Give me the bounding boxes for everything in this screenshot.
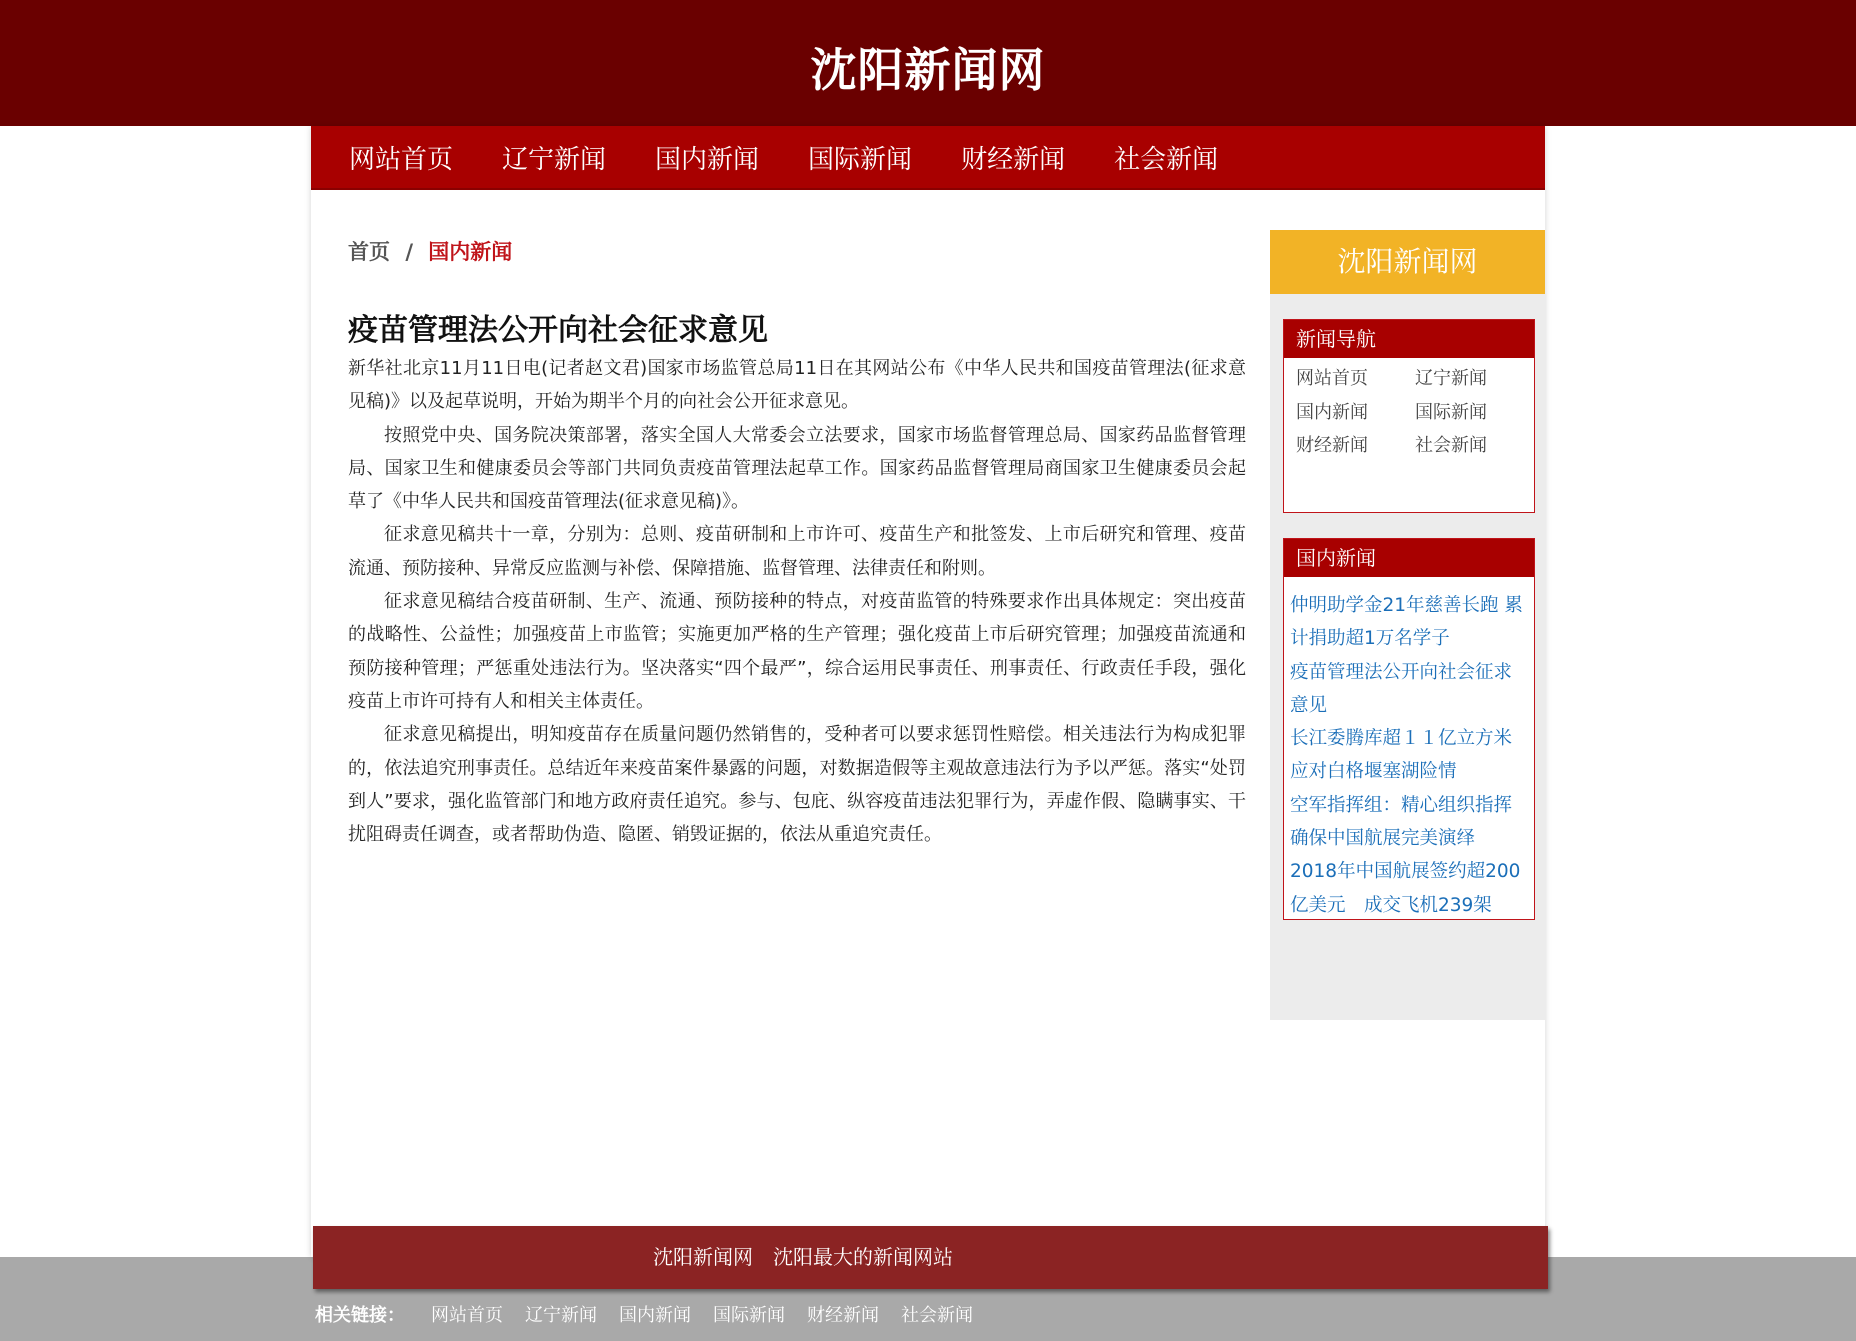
article-paragraph: 新华社北京11月11日电(记者赵文君)国家市场监管总局11日在其网站公布《中华人民共和国疫苗管理法(征求意见稿)》以及起草说明，开始为期半个月的向社会公开征求意见。	[348, 358, 1246, 413]
breadcrumb-separator: /	[405, 240, 413, 264]
footer-text	[653, 1226, 953, 1289]
article-title: 疫苗管理法公开向社会征求意见	[348, 313, 768, 348]
side-nav-international[interactable]: 国际新闻	[1415, 401, 1487, 423]
footer-site-name: 沈阳新闻网	[653, 1245, 753, 1269]
news-nav-title: 新闻导航	[1284, 320, 1534, 358]
related-links-label: 相关链接：	[315, 1305, 405, 1326]
news-link[interactable]: 空军指挥组：精心组织指挥确保中国航展完美演绎	[1290, 794, 1513, 850]
site-header	[0, 0, 1856, 126]
sidebar-header: 沈阳新闻网	[1270, 230, 1545, 294]
article-body	[348, 352, 1246, 851]
footer-slogan: 沈阳最大的新闻网站	[773, 1245, 953, 1269]
breadcrumb	[348, 236, 512, 266]
news-nav-box	[1283, 319, 1535, 513]
related-link-international[interactable]: 国际新闻	[713, 1305, 785, 1326]
related-link-home[interactable]: 网站首页	[431, 1305, 503, 1326]
page-container	[311, 126, 1545, 1257]
domestic-news-title: 国内新闻	[1284, 539, 1534, 577]
footer-bar	[313, 1226, 1548, 1289]
news-link[interactable]: 长江委腾库超１１亿立方米应对白格堰塞湖险情	[1290, 728, 1513, 783]
main-nav	[311, 126, 1545, 190]
article-paragraph: 征求意见稿结合疫苗研制、生产、流通、预防接种的特点，对疫苗监管的特殊要求作出具体规定：突出疫苗的战略性、公益性；加强疫苗上市监管；实施更加严格的生产管理；强化疫苗上市后研究管理；加强疫苗流通和预防接种管理；严惩重处违法行为。坚决落实“四个最严”，综合运用民事责任、刑事责任、行政责任手段，强化疫苗上市许可持有人和相关主体责任。	[348, 591, 1246, 712]
related-link-liaoning[interactable]: 辽宁新闻	[525, 1305, 597, 1326]
site-title: 沈阳新闻网	[810, 43, 1046, 97]
article-paragraph: 征求意见稿提出，明知疫苗存在质量问题仍然销售的，受种者可以要求惩罚性赔偿。相关违法行为构成犯罪的，依法追究刑事责任。总结近年来疫苗案件暴露的问题，对数据造假等主观故意违法行为予以严惩。落实“处罚到人”要求，强化监管部门和地方政府责任追究。参与、包庇、纵容疫苗违法犯罪行为，弄虚作假、隐瞒事实、干扰阻碍责任调查，或者帮助伪造、隐匿、销毁证据的，依法从重追究责任。	[348, 724, 1246, 846]
related-link-finance[interactable]: 财经新闻	[807, 1305, 879, 1326]
nav-item-international[interactable]: 国际新闻	[808, 144, 913, 175]
related-links	[315, 1301, 995, 1327]
nav-item-liaoning[interactable]: 辽宁新闻	[502, 144, 607, 175]
nav-item-home[interactable]: 网站首页	[349, 144, 454, 175]
side-nav-home[interactable]: 网站首页	[1296, 368, 1368, 389]
news-link[interactable]: 2018年中国航展签约超200亿美元 成交飞机239架	[1290, 861, 1521, 916]
article-paragraph: 征求意见稿共十一章，分别为：总则、疫苗研制和上市许可、疫苗生产和批签发、上市后研究和管理、疫苗流通、预防接种、异常反应监测与补偿、保障措施、监督管理、法律责任和附则。	[348, 524, 1246, 579]
breadcrumb-home-link[interactable]: 首页	[348, 240, 390, 264]
nav-item-domestic[interactable]: 国内新闻	[655, 144, 760, 175]
nav-item-society[interactable]: 社会新闻	[1114, 144, 1219, 175]
related-link-domestic[interactable]: 国内新闻	[619, 1305, 691, 1326]
news-link[interactable]: 仲明助学金21年慈善长跑 累计捐助超1万名学子	[1290, 595, 1523, 650]
news-link[interactable]: 疫苗管理法公开向社会征求意见	[1290, 661, 1513, 716]
sidebar	[1270, 230, 1545, 1020]
nav-item-finance[interactable]: 财经新闻	[961, 144, 1066, 175]
article-paragraph: 按照党中央、国务院决策部署，落实全国人大常委会立法要求，国家市场监督管理总局、国家药品监督管理局、国家卫生和健康委员会等部门共同负责疫苗管理法起草工作。国家药品监督管理局商国家卫生健康委员会起草了《中华人民共和国疫苗管理法(征求意见稿)》。	[348, 424, 1246, 513]
side-nav-finance[interactable]: 财经新闻	[1296, 435, 1368, 456]
side-nav-society[interactable]: 社会新闻	[1415, 435, 1487, 456]
breadcrumb-current[interactable]: 国内新闻	[428, 240, 513, 264]
news-list	[1284, 577, 1534, 922]
side-nav-domestic[interactable]: 国内新闻	[1296, 401, 1368, 423]
news-nav-grid	[1284, 358, 1534, 463]
article	[348, 310, 1246, 851]
domestic-news-box	[1283, 538, 1535, 920]
side-nav-liaoning[interactable]: 辽宁新闻	[1415, 368, 1487, 389]
related-link-society[interactable]: 社会新闻	[901, 1305, 973, 1326]
